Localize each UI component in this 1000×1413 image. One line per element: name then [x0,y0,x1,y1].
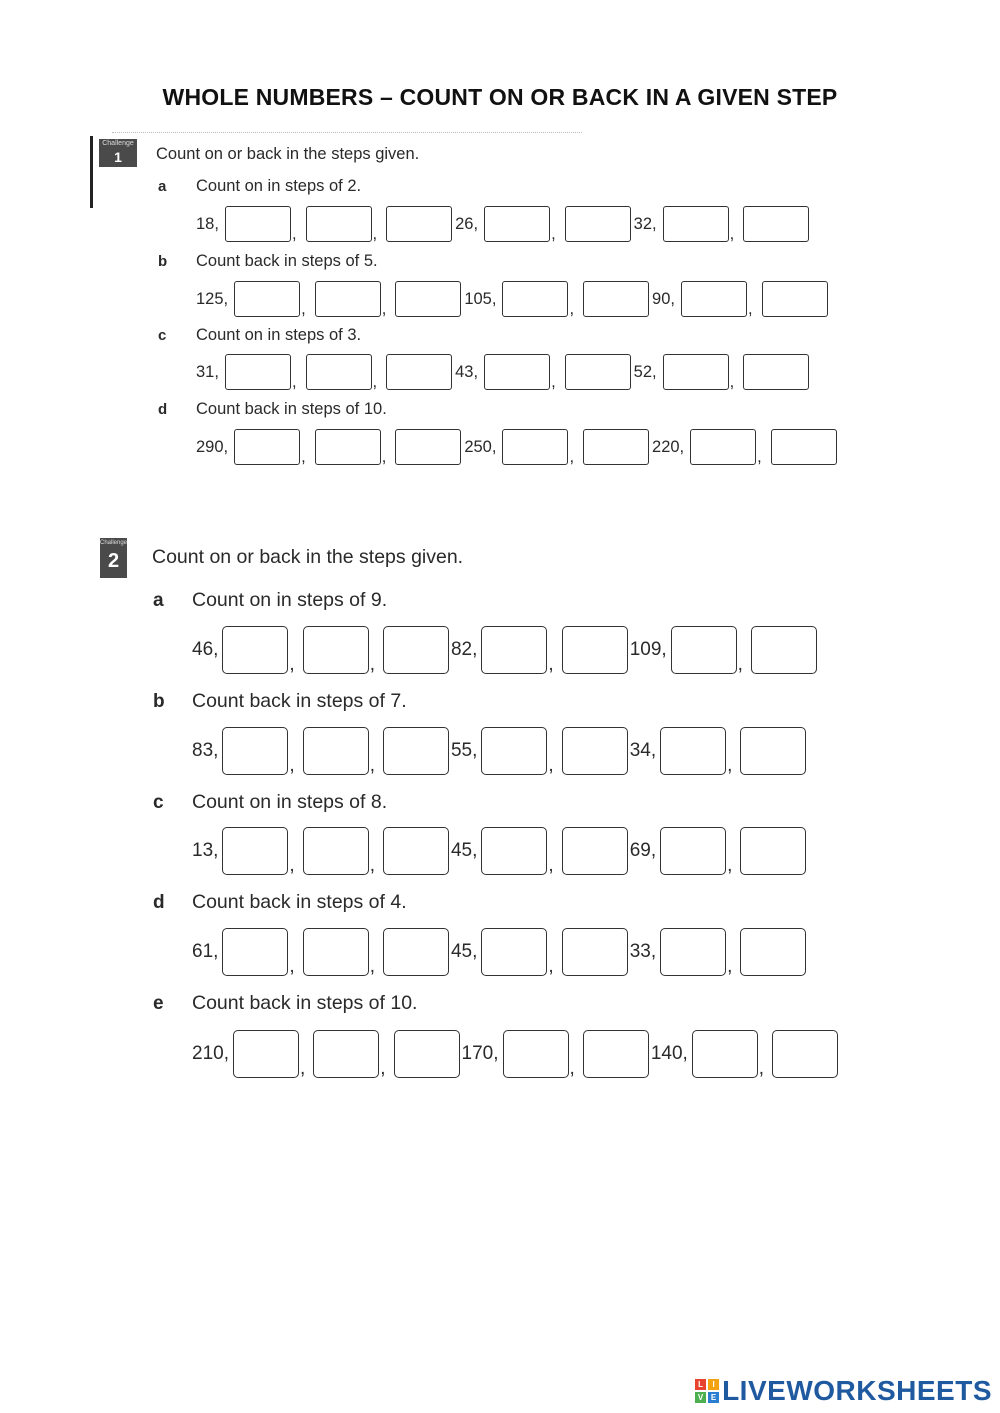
answer-box[interactable] [303,928,369,976]
answer-box[interactable] [313,1030,379,1078]
answer-box[interactable] [481,626,547,674]
answer-box[interactable] [663,354,729,390]
answer-box[interactable] [222,727,288,775]
answer-box[interactable] [583,281,649,317]
question-letter: c [158,327,167,344]
given-number: 55, [450,740,478,761]
answer-box[interactable] [663,206,729,242]
question-text: Count on in steps of 3. [196,326,362,344]
answer-box[interactable] [303,727,369,775]
question-text: Count back in steps of 10. [196,400,387,418]
badge-label: Challenge [100,540,128,546]
answer-row: 210, , , 170, , 140, , [192,1030,838,1078]
answer-box[interactable] [565,354,631,390]
answer-box[interactable] [743,206,809,242]
answer-box[interactable] [562,626,628,674]
given-number: 13, [192,840,219,861]
section-1-left-bar [90,136,93,208]
answer-row: 290, , , 250, , 220, , [196,429,837,465]
given-number: 32, [633,214,657,233]
logo-icon [695,1379,719,1403]
answer-box[interactable] [671,626,737,674]
answer-box[interactable] [395,281,461,317]
answer-box[interactable] [315,281,381,317]
question-letter: d [158,401,168,418]
answer-row: 46, , , 82, , 109, , [192,626,817,674]
answer-box[interactable] [383,626,449,674]
given-number: 105, [464,289,497,308]
given-number: 250, [464,437,497,456]
given-number: 46, [192,639,219,660]
answer-box[interactable] [383,928,449,976]
answer-box[interactable] [660,928,726,976]
answer-row: 13, , , 45, , 69, , [192,827,806,875]
answer-box[interactable] [762,281,828,317]
answer-box[interactable] [502,281,568,317]
logo-tile: E [708,1392,719,1403]
given-number: 109, [629,639,667,660]
answer-box[interactable] [234,281,300,317]
question-letter: e [153,993,164,1014]
answer-box[interactable] [771,429,837,465]
answer-box[interactable] [660,827,726,875]
answer-box[interactable] [306,354,372,390]
given-number: 61, [192,941,219,962]
answer-box[interactable] [222,626,288,674]
answer-row: 61, , , 45, , 33, , [192,928,806,976]
answer-box[interactable] [225,354,291,390]
given-number: 18, [196,214,219,233]
answer-box[interactable] [740,827,806,875]
given-number: 290, [196,437,229,456]
answer-box[interactable] [681,281,747,317]
question-text: Count back in steps of 10. [192,992,418,1014]
given-number: 43, [455,362,479,381]
logo-text: LIVEWORKSHEETS [722,1375,992,1406]
answer-box[interactable] [222,928,288,976]
challenge-2-badge [100,538,127,578]
question-letter: b [158,253,168,270]
answer-box[interactable] [502,429,568,465]
answer-box[interactable] [394,1030,460,1078]
logo-tile: L [695,1379,706,1390]
answer-row: 83, , , 55, , 34, , [192,727,806,775]
answer-box[interactable] [740,928,806,976]
question-text: Count on in steps of 2. [196,177,362,195]
answer-box[interactable] [690,429,756,465]
given-number: 45, [450,840,478,861]
logo-tile: I [708,1379,719,1390]
answer-box[interactable] [583,429,649,465]
answer-box[interactable] [562,827,628,875]
challenge-1-badge [99,139,137,167]
given-number: 83, [192,740,219,761]
question-text: Count on in steps of 9. [192,589,388,611]
given-number: 34, [629,740,657,761]
answer-box[interactable] [315,429,381,465]
answer-box[interactable] [692,1030,758,1078]
answer-box[interactable] [484,206,550,242]
given-number: 82, [450,639,478,660]
answer-box[interactable] [303,626,369,674]
answer-box[interactable] [222,827,288,875]
answer-row: 125, , , 105, , 90, , [196,281,828,317]
given-number: 220, [652,437,685,456]
given-number: 90, [652,289,675,308]
given-number: 26, [455,214,479,233]
liveworksheets-logo[interactable] [695,1375,992,1407]
answer-box[interactable] [562,928,628,976]
answer-box[interactable] [583,1030,649,1078]
answer-box[interactable] [233,1030,299,1078]
badge-label: Challenge [102,140,134,147]
answer-box[interactable] [743,354,809,390]
answer-box[interactable] [303,827,369,875]
given-number: 69, [629,840,657,861]
question-text: Count back in steps of 7. [192,690,407,712]
question-letter: d [153,892,165,913]
answer-box[interactable] [751,626,817,674]
answer-box[interactable] [481,827,547,875]
answer-box[interactable] [481,727,547,775]
question-letter: c [153,792,164,813]
answer-box[interactable] [484,354,550,390]
given-number: 33, [629,941,657,962]
badge-number: 2 [107,550,120,572]
given-number: 140, [650,1043,688,1064]
challenge-2-instruction: Count on or back in the steps given. [152,546,464,568]
given-number: 210, [192,1043,229,1064]
answer-box[interactable] [772,1030,838,1078]
answer-box[interactable] [386,354,452,390]
answer-box[interactable] [234,429,300,465]
worksheet-title: WHOLE NUMBERS – COUNT ON OR BACK IN A GIVEN STEP [162,84,838,110]
question-letter: b [153,691,165,712]
answer-box[interactable] [383,827,449,875]
answer-box[interactable] [481,928,547,976]
answer-box[interactable] [395,429,461,465]
answer-box[interactable] [660,727,726,775]
question-letter: a [158,178,167,195]
given-number: 125, [196,289,229,308]
scan-dotted-line [112,132,582,133]
answer-box[interactable] [386,206,452,242]
question-text: Count on in steps of 8. [192,791,388,813]
answer-row: 18, , , 26, , 32, , [196,206,809,242]
given-number: 31, [196,362,219,381]
given-number: 52, [633,362,657,381]
given-number: 45, [450,941,478,962]
challenge-1-instruction: Count on or back in the steps given. [156,145,420,163]
question-letter: a [153,590,164,611]
answer-box[interactable] [306,206,372,242]
logo-tile: V [695,1392,706,1403]
answer-box[interactable] [383,727,449,775]
answer-row: 31, , , 43, , 52, , [196,354,809,390]
question-text: Count back in steps of 5. [196,252,378,270]
answer-box[interactable] [565,206,631,242]
question-text: Count back in steps of 4. [192,891,407,913]
badge-number: 1 [114,149,122,165]
answer-box[interactable] [225,206,291,242]
answer-box[interactable] [503,1030,569,1078]
answer-box[interactable] [562,727,628,775]
given-number: 170, [461,1043,499,1064]
answer-box[interactable] [740,727,806,775]
